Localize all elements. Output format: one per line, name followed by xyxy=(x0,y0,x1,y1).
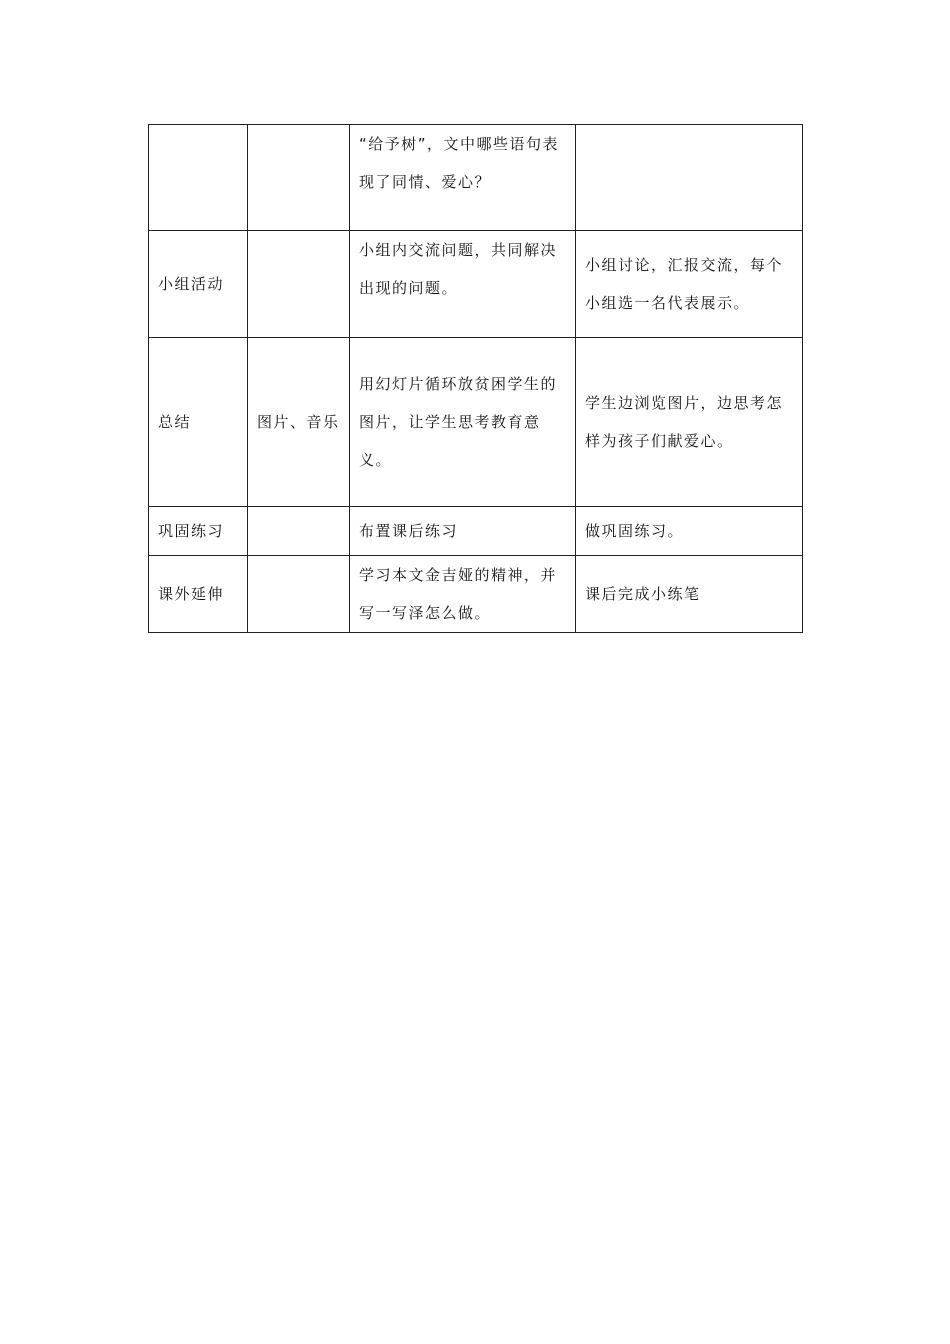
stage-cell: 巩固练习 xyxy=(149,507,248,556)
teacher-activity-cell: 小组内交流问题，共同解决出现的问题。 xyxy=(350,231,576,338)
teacher-activity-cell: 学习本文金吉娅的精神，并写一写泽怎么做。 xyxy=(350,556,576,633)
student-activity-cell: 课后完成小练笔 xyxy=(576,556,803,633)
table-row xyxy=(149,231,803,338)
student-activity-cell: 小组讨论，汇报交流，每个小组选一名代表展示。 xyxy=(576,231,803,338)
media-cell xyxy=(248,507,350,556)
stage-cell: 小组活动 xyxy=(149,231,248,338)
media-cell: 图片、音乐 xyxy=(248,338,350,507)
stage-cell xyxy=(149,125,248,231)
lesson-plan-table xyxy=(148,124,803,633)
table-row xyxy=(149,556,803,633)
teacher-activity-cell: “给予树”，文中哪些语句表现了同情、爱心？ xyxy=(350,125,576,231)
teacher-activity-cell: 布置课后练习 xyxy=(350,507,576,556)
media-cell xyxy=(248,125,350,231)
teacher-activity-cell: 用幻灯片循环放贫困学生的图片，让学生思考教育意义。 xyxy=(350,338,576,507)
student-activity-cell xyxy=(576,125,803,231)
table-row xyxy=(149,507,803,556)
media-cell xyxy=(248,556,350,633)
stage-cell: 总结 xyxy=(149,338,248,507)
media-cell xyxy=(248,231,350,338)
student-activity-cell: 学生边浏览图片，边思考怎样为孩子们献爱心。 xyxy=(576,338,803,507)
table-row xyxy=(149,338,803,507)
student-activity-cell: 做巩固练习。 xyxy=(576,507,803,556)
table-row xyxy=(149,125,803,231)
stage-cell: 课外延伸 xyxy=(149,556,248,633)
